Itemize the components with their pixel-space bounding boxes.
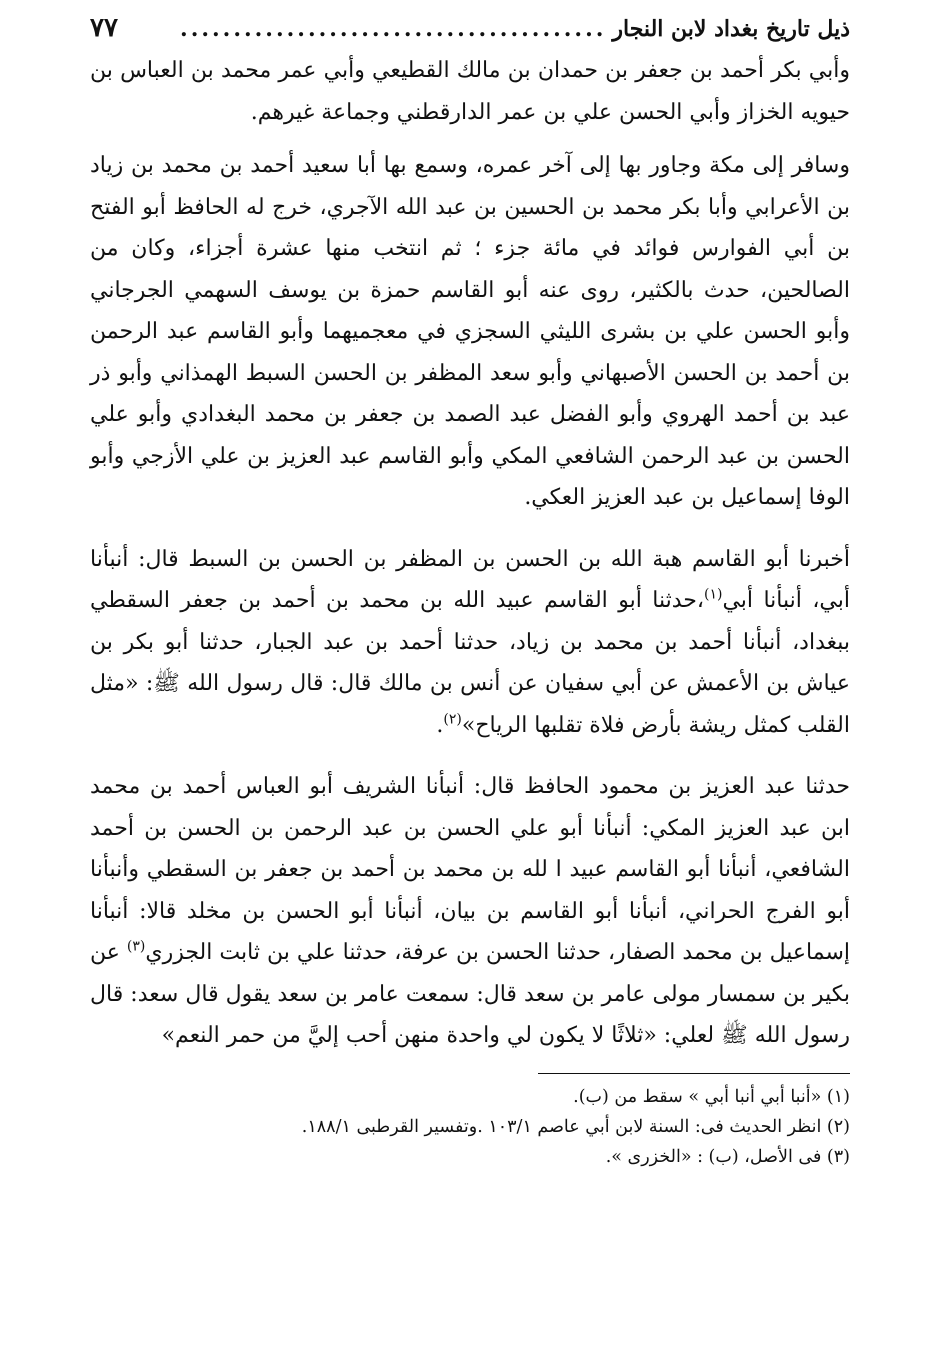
paragraph-4-text-b: عن بكير بن سمسار مولى عامر بن سعد قال: سمعت عامر بن سعد يقول قال سعد: قال رسول الله ﷺ لعلي: «ثلاثًا لا يكون لي واحدة منهن أحب إليَّ من حمر النعم»	[90, 940, 850, 1048]
paragraph-4	[90, 766, 850, 1057]
footnote-ref-1: (١)	[704, 586, 723, 603]
footnote-1: (١) «أنبا أبي أنبا أبي » سقط من (ب).	[573, 1086, 850, 1107]
footnote-3: (٣) فى الأصل، (ب) : «الخزرى ».	[605, 1146, 850, 1167]
paragraph-2: وسافر إلى مكة وجاور بها إلى آخر عمره، وسمع بها أبا سعيد أحمد بن محمد بن زياد بن الأعرابي وأبا بكر محمد بن الحسين بن عبد الله الآجري، خرج له الحافظ أبو الفتح بن أبي الفوارس فوائد في مائة جزء ؛ ثم انتخب منها عشرة أجزاء، وكان من الصالحين، حدث بالكثير، روى عنه أبو القاسم حمزة بن يوسف السهمي الجرجاني وأبو الحسن علي بن بشرى الليثي السجزي في معجميهما وأبو القاسم عبد الرحمن بن أحمد بن الحسن الأصبهاني وأبو سعد المظفر بن الحسن السبط الهمذاني وأبو ذر عبد بن أحمد الهروي وأبو الفضل عبد الصمد بن جعفر بن محمد البغدادي وأبو علي الحسن بن عبد الرحمن الشافعي المكي وأبو القاسم عبد العزيز بن علي الأزجي وأبو الوفا إسماعيل بن عبد العزيز العكي.	[90, 153, 851, 510]
footnote-ref-2: (٢)	[443, 711, 462, 728]
paragraph-3-text-a: أخبرنا أبو القاسم هبة الله بن الحسن بن المظفر بن الحسن بن السبط قال: أنبأنا أبي، أنبأنا أبي	[90, 546, 850, 613]
page-number: ٧٧	[90, 13, 118, 43]
paragraph-4-text-a: حدثنا عبد العزيز بن محمود الحافظ قال: أنبأنا الشريف أبو العباس أحمد بن محمد ابن عبد العزيز المكي: أنبأنا أبو علي الحسن بن عبد الرحمن بن الحسن بن أحمد الشافعي، أنبأنا أبو القاسم عبيد ا لله بن محمد بن أحمد بن جعفر بن السقطي وأنبأنا أبو الفرج الحراني، أنبأنا أبو القاسم بن بيان، أنبأنا أبو الحسن بن مخلد قالا: أنبأنا إسماعيل بن محمد الصفار، حدثنا الحسن بن عرفة، حدثنا علي بن ثابت الجزري	[90, 774, 850, 965]
footnote-separator	[538, 1073, 850, 1074]
paragraph-3	[90, 539, 850, 747]
running-header	[90, 10, 850, 50]
book-page	[90, 10, 850, 1172]
footnote-2: (٢) انظر الحديث فى: السنة لابن أبي عاصم ١٠٣/١ .وتفسير القرطبى ١٨٨/١.	[301, 1116, 850, 1137]
running-title: ذيل تاريخ بغداد لابن النجار	[612, 16, 850, 42]
dot-leader: ........................................	[180, 16, 607, 42]
paragraph-1: وأبي بكر أحمد بن جعفر بن حمدان بن مالك القطيعي وأبي عمر محمد بن العباس بن حيويه الخزاز وأبي الحسن علي بن عمر الدارقطني وجماعة غيرهم.	[90, 58, 850, 125]
footnote-ref-3: (٣)	[126, 938, 146, 955]
paragraph-3-text-c: .	[436, 712, 444, 738]
paragraph-3-text-b: ،حدثنا أبو القاسم عبيد الله بن محمد بن أحمد بن جعفر السقطي ببغداد، أنبأنا أحمد بن محمد بن زياد، حدثنا أحمد بن عبد الجبار، حدثنا أبو بكر بن عياش بن الأعمش عن أبي سفيان عن أنس بن مالك قال: قال رسول الله ﷺ: «مثل القلب كمثل ريشة بأرض فلاة تقلبها الرياح»	[90, 588, 850, 738]
footnotes	[90, 1082, 850, 1172]
